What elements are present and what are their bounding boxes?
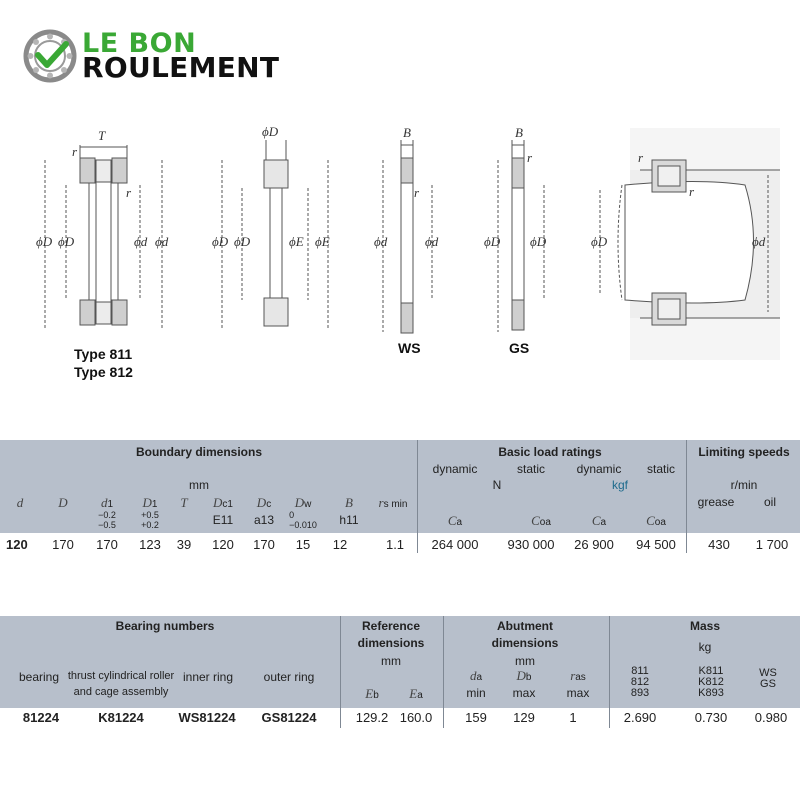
cell-mass-3: 0.980 — [754, 710, 788, 725]
unit-N: N — [492, 478, 502, 492]
type-812-label: Type 812 — [74, 364, 133, 380]
logo-line2: ROULEMENT — [82, 51, 280, 84]
col-Coa: C — [531, 513, 540, 528]
dim-phid-label-ws: ϕd — [425, 234, 439, 249]
cell-Ca-N: 264 000 — [431, 537, 479, 552]
table1-header — [0, 440, 800, 533]
tol-D1: +0.5 +0.2 — [141, 510, 159, 530]
dim-phiDb-label: ϕD — [591, 234, 608, 249]
tol-Dc: a13 — [253, 513, 275, 527]
col-D: D — [58, 495, 68, 510]
cell-Ea: 160.0 — [399, 710, 433, 725]
dim-phid-label: ϕd — [134, 234, 148, 249]
col-Db: D — [516, 668, 526, 683]
dim-ra-label-2: r — [689, 184, 695, 199]
group-mass: Mass — [689, 619, 721, 633]
cell-D1: 123 — [139, 537, 161, 552]
col-Eb: E — [365, 686, 374, 701]
col-d: d — [16, 495, 24, 510]
mass-col-b: K811 K812 K893 — [698, 665, 724, 699]
label-dynamic-2: dynamic — [576, 462, 622, 476]
col-bearing: bearing — [18, 670, 60, 684]
dim-r-label-2: r — [126, 185, 132, 200]
group-abutment-l2: dimensions — [491, 636, 559, 650]
dim-phiDc-label: ϕD — [212, 234, 229, 249]
dim-r-label-1: r — [72, 144, 78, 159]
cell-Dc: 170 — [253, 537, 275, 552]
dim-phiEa-label: ϕE — [315, 234, 330, 249]
unit-mm-ref: mm — [381, 654, 401, 668]
cell-Coa-kgf: 94 500 — [636, 537, 676, 552]
unit-kg: kg — [698, 640, 712, 654]
label-oil: oil — [763, 495, 777, 509]
col-T: T — [180, 495, 188, 510]
col-inner-ring: inner ring — [182, 670, 234, 684]
cell-Db: 129 — [513, 710, 535, 725]
cell-thrust: K81224 — [98, 710, 144, 725]
gs-label: GS — [509, 340, 530, 356]
cell-d1: 170 — [96, 537, 118, 552]
col-outer-ring: outer ring — [263, 670, 315, 684]
col-Ea: E — [409, 686, 418, 701]
col-ras: r — [570, 668, 576, 683]
ws-label: WS — [398, 340, 421, 356]
group-bearing-numbers: Bearing numbers — [115, 619, 215, 633]
group-reference-l2: dimensions — [357, 636, 425, 650]
dim-T-label: T — [98, 128, 106, 143]
col-rs: r — [378, 495, 384, 510]
cell-D: 170 — [52, 537, 74, 552]
group-reference-l1: Reference — [361, 619, 421, 633]
group-abutment-l1: Abutment — [497, 619, 553, 633]
cell-da: 159 — [465, 710, 487, 725]
col-da: d — [469, 668, 477, 683]
cell-Coa-N: 930 000 — [507, 537, 555, 552]
col-d1: d — [100, 495, 108, 510]
dim-phid1-label-ws: ϕd — [374, 234, 388, 249]
group-speed: Limiting speeds — [698, 445, 790, 459]
dim-phiD-label-gs: ϕD — [484, 234, 501, 249]
col-Ca: C — [447, 513, 457, 528]
cell-oil: 1 700 — [755, 537, 789, 552]
col-Dc1: D — [213, 495, 223, 510]
mass-col-c: WS GS — [759, 667, 777, 690]
mass-col-a: 811 812 893 — [630, 665, 650, 699]
dim-B-label-ws: B — [403, 125, 411, 140]
cell-B: 12 — [332, 537, 348, 552]
label-grease: grease — [697, 495, 735, 509]
unit-mm: mm — [189, 478, 209, 492]
bearing-check-icon — [22, 28, 78, 84]
dim-ra-label-1: r — [638, 150, 644, 165]
cell-bearing: 81224 — [22, 710, 60, 725]
label-max-2: max — [566, 686, 590, 700]
dim-phiDw-label: ϕD — [262, 124, 279, 139]
logo-line1: LE BON — [82, 28, 197, 59]
unit-rmin: r/min — [730, 478, 758, 492]
cell-outer: GS81224 — [261, 710, 317, 725]
cell-ras: 1 — [569, 710, 577, 725]
label-min: min — [466, 686, 486, 700]
unit-kgf: kgf — [611, 478, 629, 492]
cell-d: 120 — [6, 537, 28, 552]
cell-Eb: 129.2 — [355, 710, 389, 725]
tol-B: h11 — [339, 513, 359, 527]
dim-B-label-gs: B — [515, 125, 523, 140]
tol-d1: −0.2 −0.5 — [98, 510, 116, 530]
cell-Ca-kgf: 26 900 — [574, 537, 614, 552]
cell-T: 39 — [176, 537, 192, 552]
dim-phida-label: ϕd — [752, 234, 766, 249]
cell-Dw: 15 — [295, 537, 311, 552]
dim-r-label-gs: r — [527, 150, 533, 165]
cell-inner: WS81224 — [178, 710, 236, 725]
col-Dw: D — [294, 495, 305, 510]
col-thrust-l2: and cage assembly — [73, 686, 169, 698]
label-dynamic-1: dynamic — [432, 462, 478, 476]
label-static-1: static — [516, 462, 546, 476]
col-thrust-l1: thrust cylindrical roller — [67, 670, 175, 682]
dim-phiD1-label-gs: ϕD — [530, 234, 547, 249]
dim-phiD1-label: ϕD — [58, 234, 75, 249]
group-boundary: Boundary dimensions — [135, 445, 263, 459]
cell-mass-1: 2.690 — [623, 710, 657, 725]
tol-Dc1: E11 — [212, 513, 234, 527]
cell-rs: 1.1 — [385, 537, 405, 552]
group-load: Basic load ratings — [498, 445, 602, 459]
dim-phiD-label: ϕD — [36, 234, 53, 249]
cell-Dc1: 120 — [212, 537, 234, 552]
cell-mass-2: 0.730 — [694, 710, 728, 725]
label-max-1: max — [512, 686, 536, 700]
label-static-2: static — [646, 462, 676, 476]
unit-mm-abut: mm — [515, 654, 535, 668]
dim-phid1-label: ϕd — [155, 234, 169, 249]
cell-grease: 430 — [708, 537, 730, 552]
dim-r-label-ws: r — [414, 185, 420, 200]
type-811-label: Type 811 — [74, 346, 133, 362]
col-D1: D — [142, 495, 152, 510]
col-Ca2: C — [591, 513, 601, 528]
col-Dc: D — [256, 495, 267, 510]
tol-Dw: 0 −0.010 — [289, 510, 317, 530]
dim-phiEb-label: ϕE — [289, 234, 304, 249]
col-Coa2: C — [646, 513, 655, 528]
col-B: B — [345, 495, 353, 510]
dim-phiDc1-label: ϕD — [234, 234, 251, 249]
